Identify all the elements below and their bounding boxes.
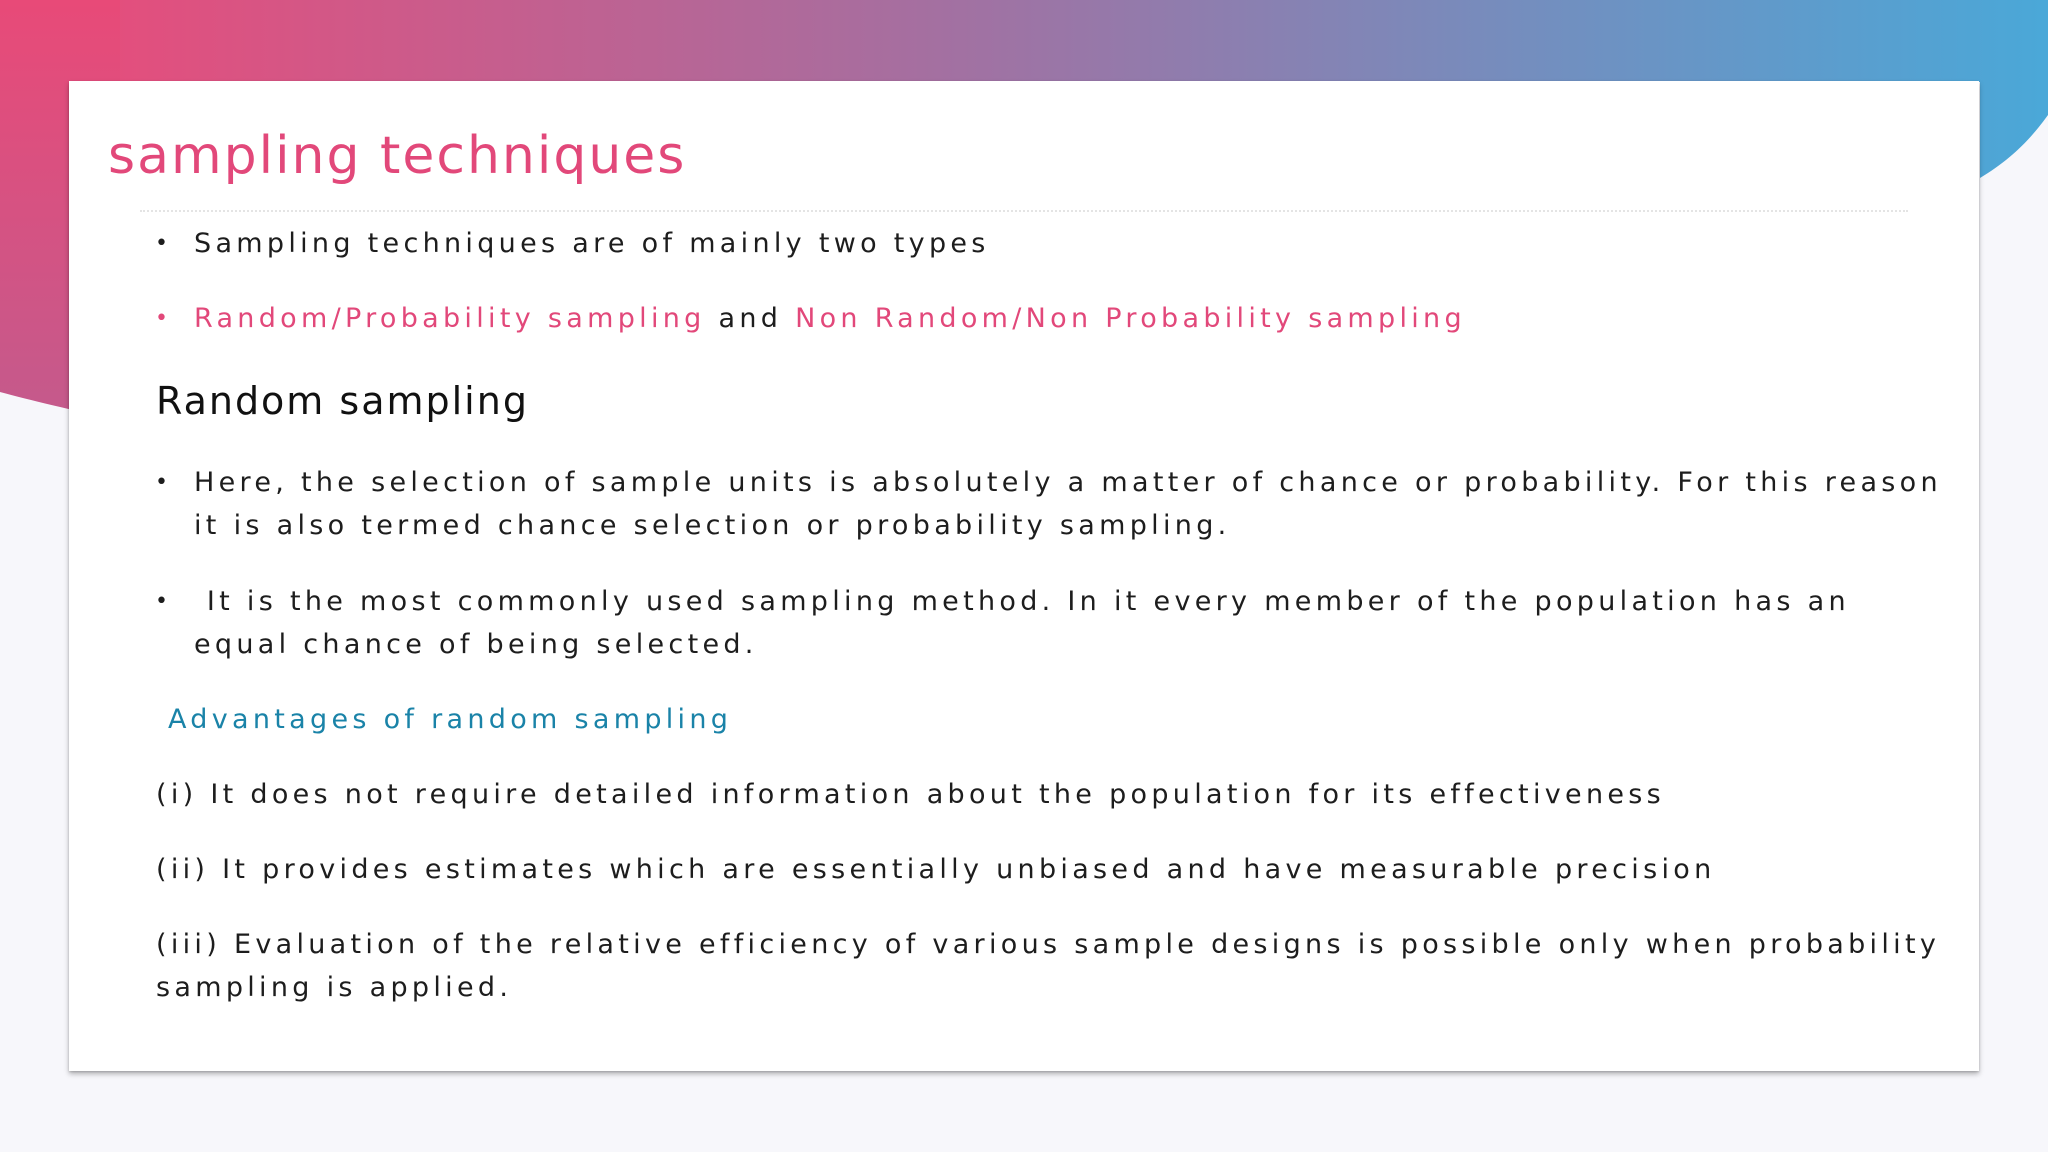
advantages-heading: Advantages of random sampling (168, 704, 733, 735)
title-divider (140, 210, 1908, 212)
random-bullet-2-line-1: It is the most commonly used sampling method. In it every member of the population has an (194, 586, 1850, 617)
random-probability-term: Random/Probability sampling (194, 303, 706, 334)
and-connector: and (718, 303, 783, 334)
advantage-2: (ii) It provides estimates which are essentially unbiased and have measurable precision (156, 854, 1716, 885)
random-bullet-1-line-2: it is also termed chance selection or probability sampling. (194, 510, 1231, 541)
random-bullet-2-line-2: equal chance of being selected. (194, 629, 758, 660)
bullet-marker: • (155, 231, 168, 256)
bullet-marker: • (155, 306, 168, 331)
intro-bullet-1: Sampling techniques are of mainly two types (194, 228, 990, 259)
bullet-marker: • (155, 589, 168, 614)
section-heading: Random sampling (156, 379, 529, 423)
advantage-3-line-2: sampling is applied. (156, 972, 513, 1003)
intro-bullet-2 (194, 297, 1466, 340)
advantage-1: (i) It does not require detailed information about the population for its effectiveness (156, 779, 1665, 810)
bullet-marker: • (155, 470, 168, 495)
random-bullet-1-line-1: Here, the selection of sample units is absolutely a matter of chance or probability. For this reason (194, 467, 1942, 498)
slide-title: sampling techniques (108, 126, 687, 186)
non-random-term: Non Random/Non Probability sampling (795, 303, 1466, 334)
advantage-3-line-1: (iii) Evaluation of the relative efficiency of various sample designs is possible only when probability (156, 929, 1941, 960)
